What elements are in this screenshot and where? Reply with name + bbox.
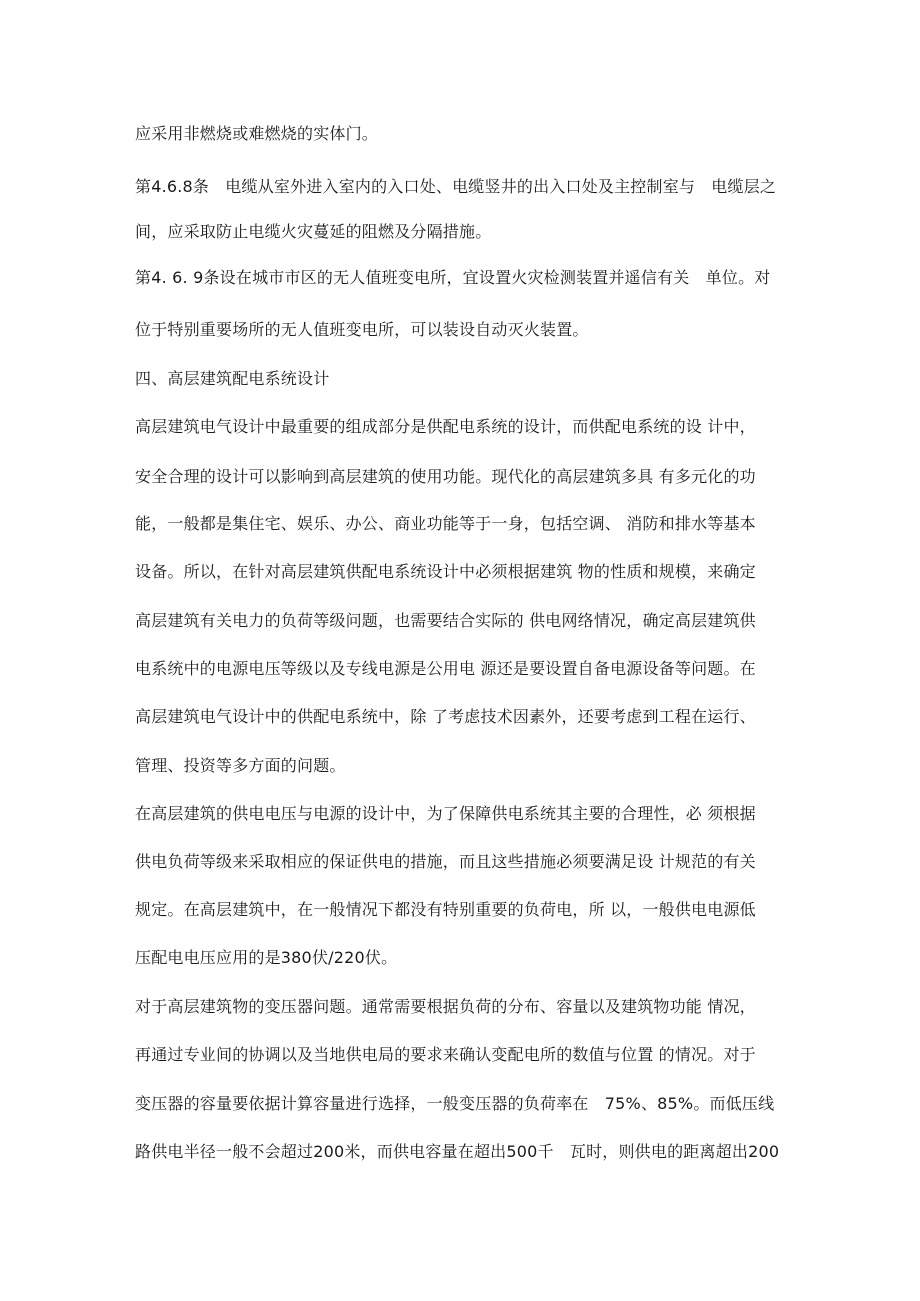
- text-line: 设备。所以，在针对高层建筑供配电系统设计中必须根据建筑 物的性质和规模，来确定: [135, 562, 756, 581]
- text-line: 第4.6.8条 电缆从室外进入室内的入口处、电缆竖井的出入口处及主控制室与 电缆层之: [135, 177, 777, 196]
- text-line: 电系统中的电源电压等级以及专线电源是公用电 源还是要设置自备电源设备等问题。在: [135, 659, 756, 678]
- text-line: 规定。在高层建筑中，在一般情况下都没有特别重要的负荷电，所 以，一般供电电源低: [135, 900, 756, 919]
- text-line: 管理、投资等多方面的问题。: [135, 756, 346, 775]
- text-line: 应采用非燃烧或难燃烧的实体门。: [135, 124, 379, 143]
- text-line: 变压器的容量要依据计算容量进行选择，一般变压器的负荷率在 75%、85%。而低压线: [135, 1094, 775, 1113]
- text-line: 供电负荷等级来采取相应的保证供电的措施，而且这些措施必须要满足设 计规范的有关: [135, 852, 756, 871]
- text-line: 位于特别重要场所的无人值班变电所，可以装设自动灭火装置。: [135, 320, 589, 339]
- section-heading: 四、高层建筑配电系统设计: [135, 369, 330, 388]
- text-line: 高层建筑有关电力的负荷等级问题，也需要结合实际的 供电网络情况，确定高层建筑供: [135, 611, 756, 630]
- text-line: 高层建筑电气设计中的供配电系统中，除 了考虑技术因素外，还要考虑到工程在运行、: [135, 707, 756, 726]
- text-line: 对于高层建筑物的变压器问题。通常需要根据负荷的分布、容量以及建筑物功能 情况，: [135, 997, 756, 1016]
- text-line: 路供电半径一般不会超过200米，而供电容量在超出500千 瓦时，则供电的距离超出200: [135, 1142, 780, 1161]
- text-line: 高层建筑电气设计中最重要的组成部分是供配电系统的设计，而供配电系统的设 计中，: [135, 417, 756, 436]
- text-line: 压配电电压应用的是380伏/220伏。: [135, 948, 398, 967]
- text-line: 第4. 6. 9条设在城市市区的无人值班变电所，宜设置火灾检测装置并遥信有关 单位。对: [135, 268, 771, 287]
- text-line: 再通过专业间的协调以及当地供电局的要求来确认变配电所的数值与位置 的情况。对于: [135, 1045, 756, 1064]
- text-line: 在高层建筑的供电电压与电源的设计中，为了保障供电系统其主要的合理性，必 须根据: [135, 804, 756, 823]
- text-line: 能，一般都是集住宅、娱乐、办公、商业功能等于一身，包括空调、 消防和排水等基本: [135, 514, 756, 533]
- text-line: 安全合理的设计可以影响到高层建筑的使用功能。现代化的高层建筑多具 有多元化的功: [135, 467, 756, 486]
- text-line: 间，应采取防止电缆火灾蔓延的阻燃及分隔措施。: [135, 222, 492, 241]
